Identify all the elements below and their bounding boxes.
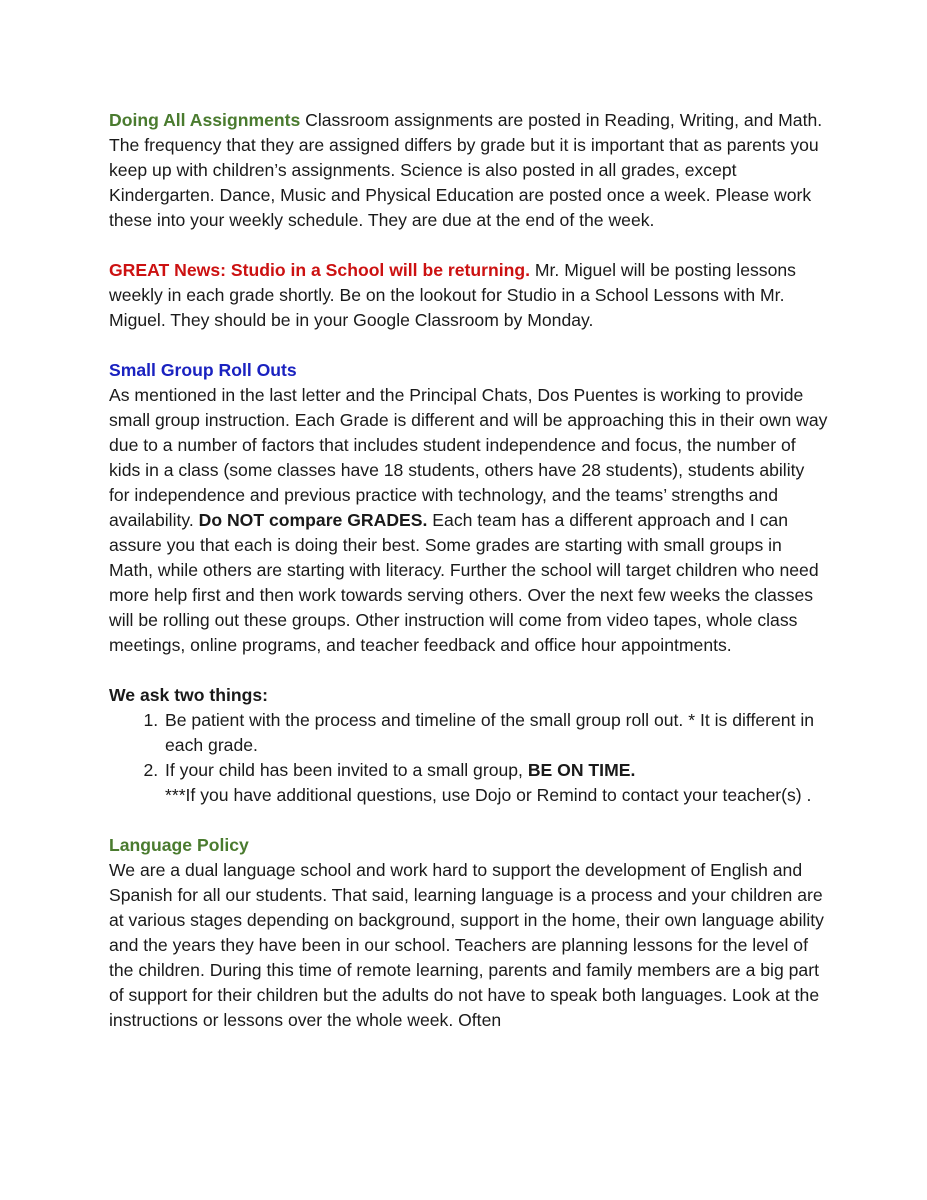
assignments-body: Classroom assignments are posted in Reading, Writing, and Math. The frequency that they are assigned differs by grade but it is important that as parents you keep up with children’s assignments. Science is also posted in all grades, except Kindergarten. Dance, Music and Physical Education are posted once a week. Please work these into your weekly schedule. They are due at the end of the week. (109, 110, 823, 230)
document-page (109, 108, 829, 1033)
small-group-body-part2: Each team has a different approach and I can assure you that each is doing their best. Some grades are starting with small groups in Math, while others are starting with literacy. Further the school will target children who need more help first and then work towards serving others. Over the next few weeks the classes will be rolling out these groups. Other instruction will come from video tapes, whole class meetings, online programs, and teacher feedback and office hour appointments. (109, 510, 819, 655)
asks-heading: We ask two things: (109, 685, 269, 705)
asks-section (109, 683, 829, 808)
studio-body: Mr. Miguel will be posting lessons weekly in each grade shortly. Be on the lookout for Studio in a School Lessons with Mr. Miguel. They should be in your Google Classroom by Monday. (109, 260, 796, 330)
language-heading: Language Policy (109, 835, 249, 855)
small-group-emphasis: Do NOT compare GRADES. (198, 510, 428, 530)
ask-item-1: Be patient with the process and timeline of the small group roll out. * It is different in each grade. (165, 710, 815, 755)
small-group-body-part1: As mentioned in the last letter and the Principal Chats, Dos Puentes is working to provide small group instruction. Each Grade is different and will be approaching this in their own way due to a number of factors that includes student independence and focus, the number of kids in a class (some classes have 18 students, others have 28 students), students ability for independence and previous practice with technology, and the teams’ strengths and availability. (109, 385, 828, 530)
studio-heading: GREAT News: Studio in a School will be returning. (109, 260, 530, 280)
list-item (163, 758, 829, 808)
small-group-heading: Small Group Roll Outs (109, 360, 297, 380)
asks-list (109, 708, 829, 808)
ask-item-2-emphasis: BE ON TIME. (527, 760, 636, 780)
ask-item-2-note: ***If you have additional questions, use Dojo or Remind to contact your teacher(s) . (165, 785, 812, 805)
small-group-body (109, 383, 829, 658)
language-body: We are a dual language school and work hard to support the development of English and Spanish for all our students. That said, learning language is a process and your children are at various stages depending on background, support in the home, their own language ability and the years they have been in our school. Teachers are planning lessons for the level of the children. During this time of remote learning, parents and family members are a big part of support for their children but the adults do not have to speak both languages. Look at the instructions or lessons over the whole week. Often (109, 860, 824, 1030)
list-item (163, 708, 829, 758)
language-section (109, 833, 829, 1033)
ask-item-2-text: If your child has been invited to a small group, (165, 760, 528, 780)
assignments-section (109, 108, 829, 233)
assignments-heading: Doing All Assignments (109, 110, 301, 130)
studio-section (109, 258, 829, 333)
small-group-section (109, 358, 829, 658)
